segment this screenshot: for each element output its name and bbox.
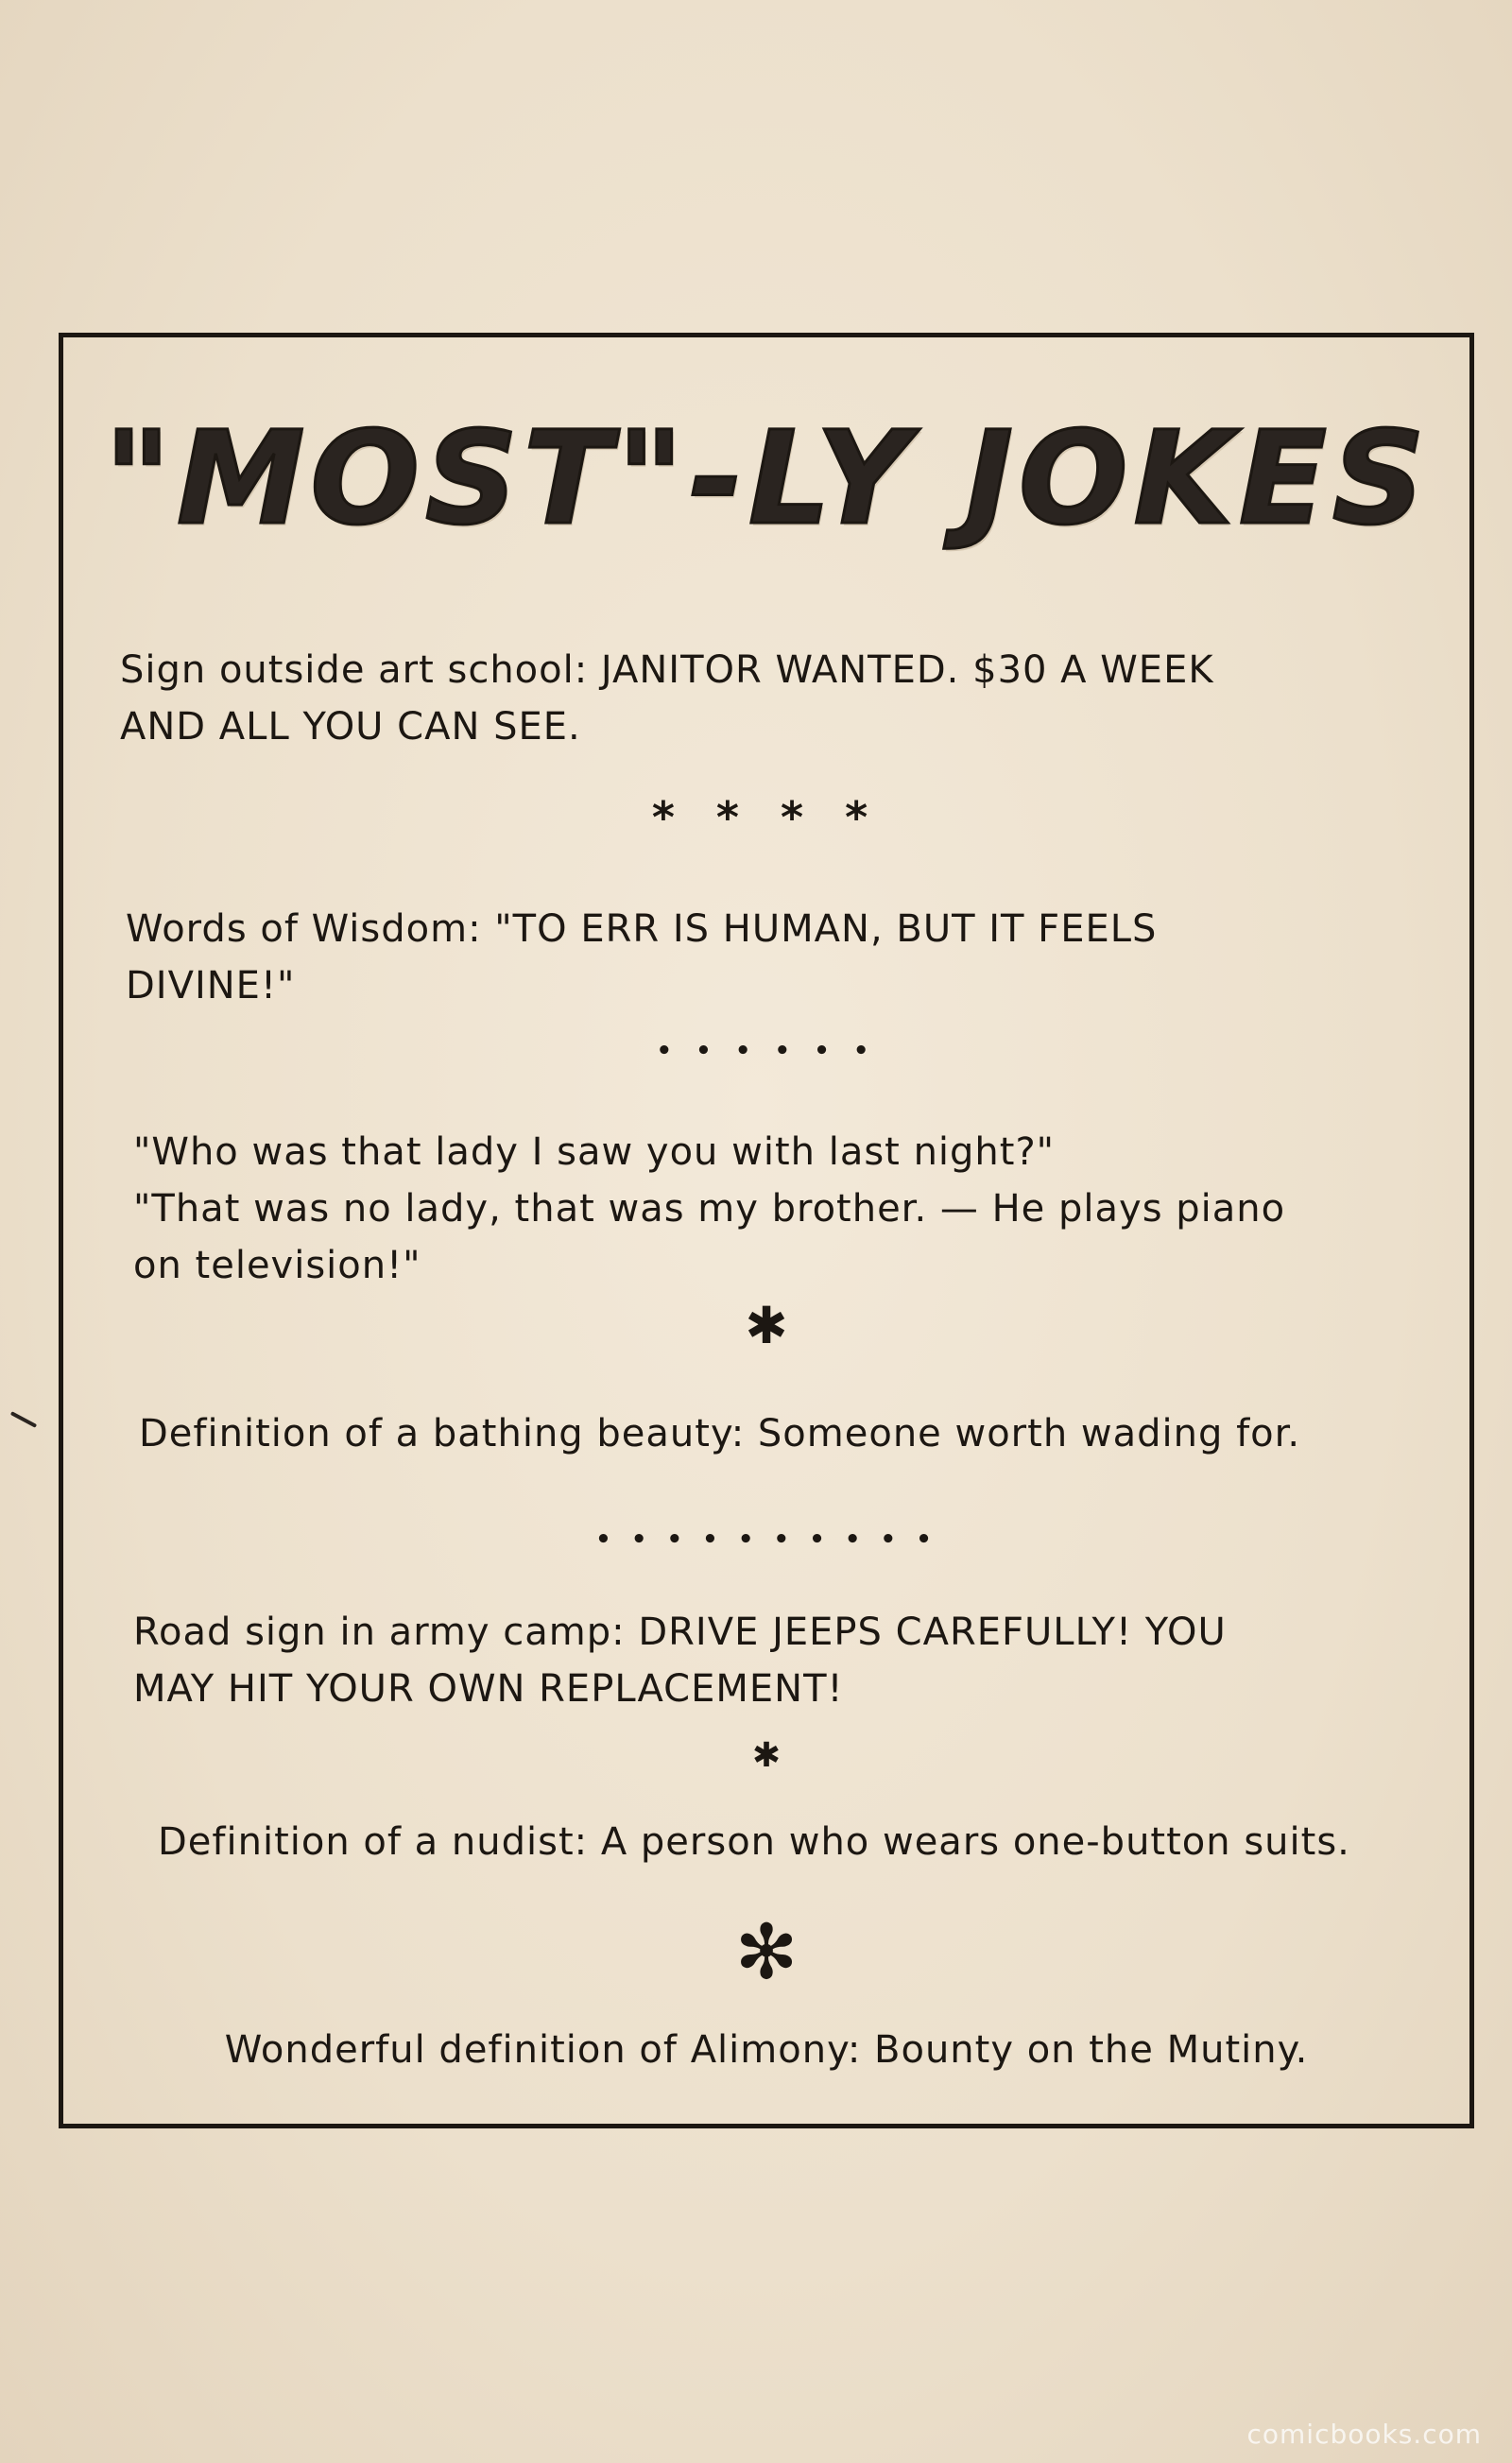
joke-line: "That was no lady, that was my brother. — He plays piano (133, 1187, 1286, 1231)
joke-army-camp (133, 1604, 1456, 1717)
separator-star: ✱ (751, 1736, 782, 1775)
joke-line: "Who was that lady I saw you with last night?" (133, 1130, 1056, 1174)
separator-star: ✱ (745, 1296, 788, 1355)
separator-asterisks: * * * * (651, 792, 882, 843)
joke-line: Wonderful definition of Alimony: Bounty on the Mutiny. (224, 2028, 1309, 2072)
joke-line: MAY HIT YOUR OWN REPLACEMENT! (133, 1667, 844, 1711)
joke-line: Words of Wisdom: "TO ERR IS HUMAN, BUT IT FEELS (126, 907, 1158, 951)
watermark: comicbooks.com (1246, 2419, 1482, 2450)
joke-line: AND ALL YOU CAN SEE. (120, 705, 581, 749)
joke-line: Definition of a nudist: A person who wears one-button suits. (158, 1820, 1350, 1864)
joke-line: Road sign in army camp: DRIVE JEEPS CAREFULLY! YOU (133, 1610, 1227, 1654)
separator-asterisk: ✻ (734, 1908, 799, 1996)
jokes-box (59, 333, 1474, 2128)
joke-alimony (63, 2022, 1469, 2078)
separator-dots: • • • • • • • • • • (595, 1525, 937, 1554)
page-title: "MOST"-LY JOKES (104, 405, 1431, 554)
joke-line: on television!" (133, 1244, 421, 1287)
joke-nudist (158, 1814, 1462, 1870)
joke-line: Sign outside art school: JANITOR WANTED. $30 A WEEK (120, 648, 1214, 692)
joke-line: Definition of a bathing beauty: Someone worth wading for. (139, 1412, 1301, 1455)
separator-dots: • • • • • • (656, 1037, 877, 1065)
joke-bathing-beauty (139, 1405, 1462, 1462)
joke-words-of-wisdom (126, 901, 1449, 1014)
joke-line: DIVINE!" (126, 964, 296, 1008)
joke-who-was-that-lady (133, 1124, 1456, 1294)
joke-art-school (120, 642, 1443, 755)
